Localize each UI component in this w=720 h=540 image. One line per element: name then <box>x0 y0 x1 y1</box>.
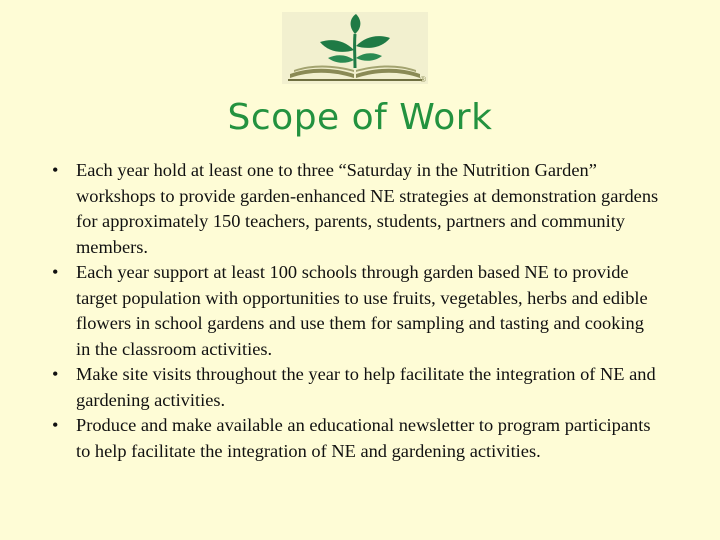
slide-title: Scope of Work <box>227 97 493 138</box>
bullet-item <box>50 362 660 413</box>
registered-mark: ® <box>420 75 426 84</box>
bullet-text: Each year hold at least one to three “Saturday in the Nutrition Garden” workshops to provide garden-enhanced NE strategies at demonstration gardens for approximately 150 teachers, parents, students, partners and community members. <box>76 160 659 257</box>
book-with-sprout-logo-icon <box>282 12 428 84</box>
bullet-marker: • <box>52 160 59 180</box>
bullet-list <box>50 158 660 464</box>
bullet-text: Make site visits throughout the year to help facilitate the integration of NE and gardening activities. <box>76 364 656 410</box>
bullet-item <box>50 158 660 260</box>
bullet-item <box>50 413 660 464</box>
bullet-marker: • <box>52 364 59 384</box>
bullet-text: Each year support at least 100 schools through garden based NE to provide target population with opportunities to use fruits, vegetables, herbs and edible flowers in school gardens and use them for sampling and tasting and cooking in the classroom activities. <box>76 262 648 359</box>
bullet-marker: • <box>52 262 59 282</box>
bullet-marker: • <box>52 415 59 435</box>
logo <box>282 12 428 84</box>
bullet-text: Produce and make available an educational newsletter to program participants to help facilitate the integration of NE and gardening activities. <box>76 415 651 461</box>
bullet-item <box>50 260 660 362</box>
